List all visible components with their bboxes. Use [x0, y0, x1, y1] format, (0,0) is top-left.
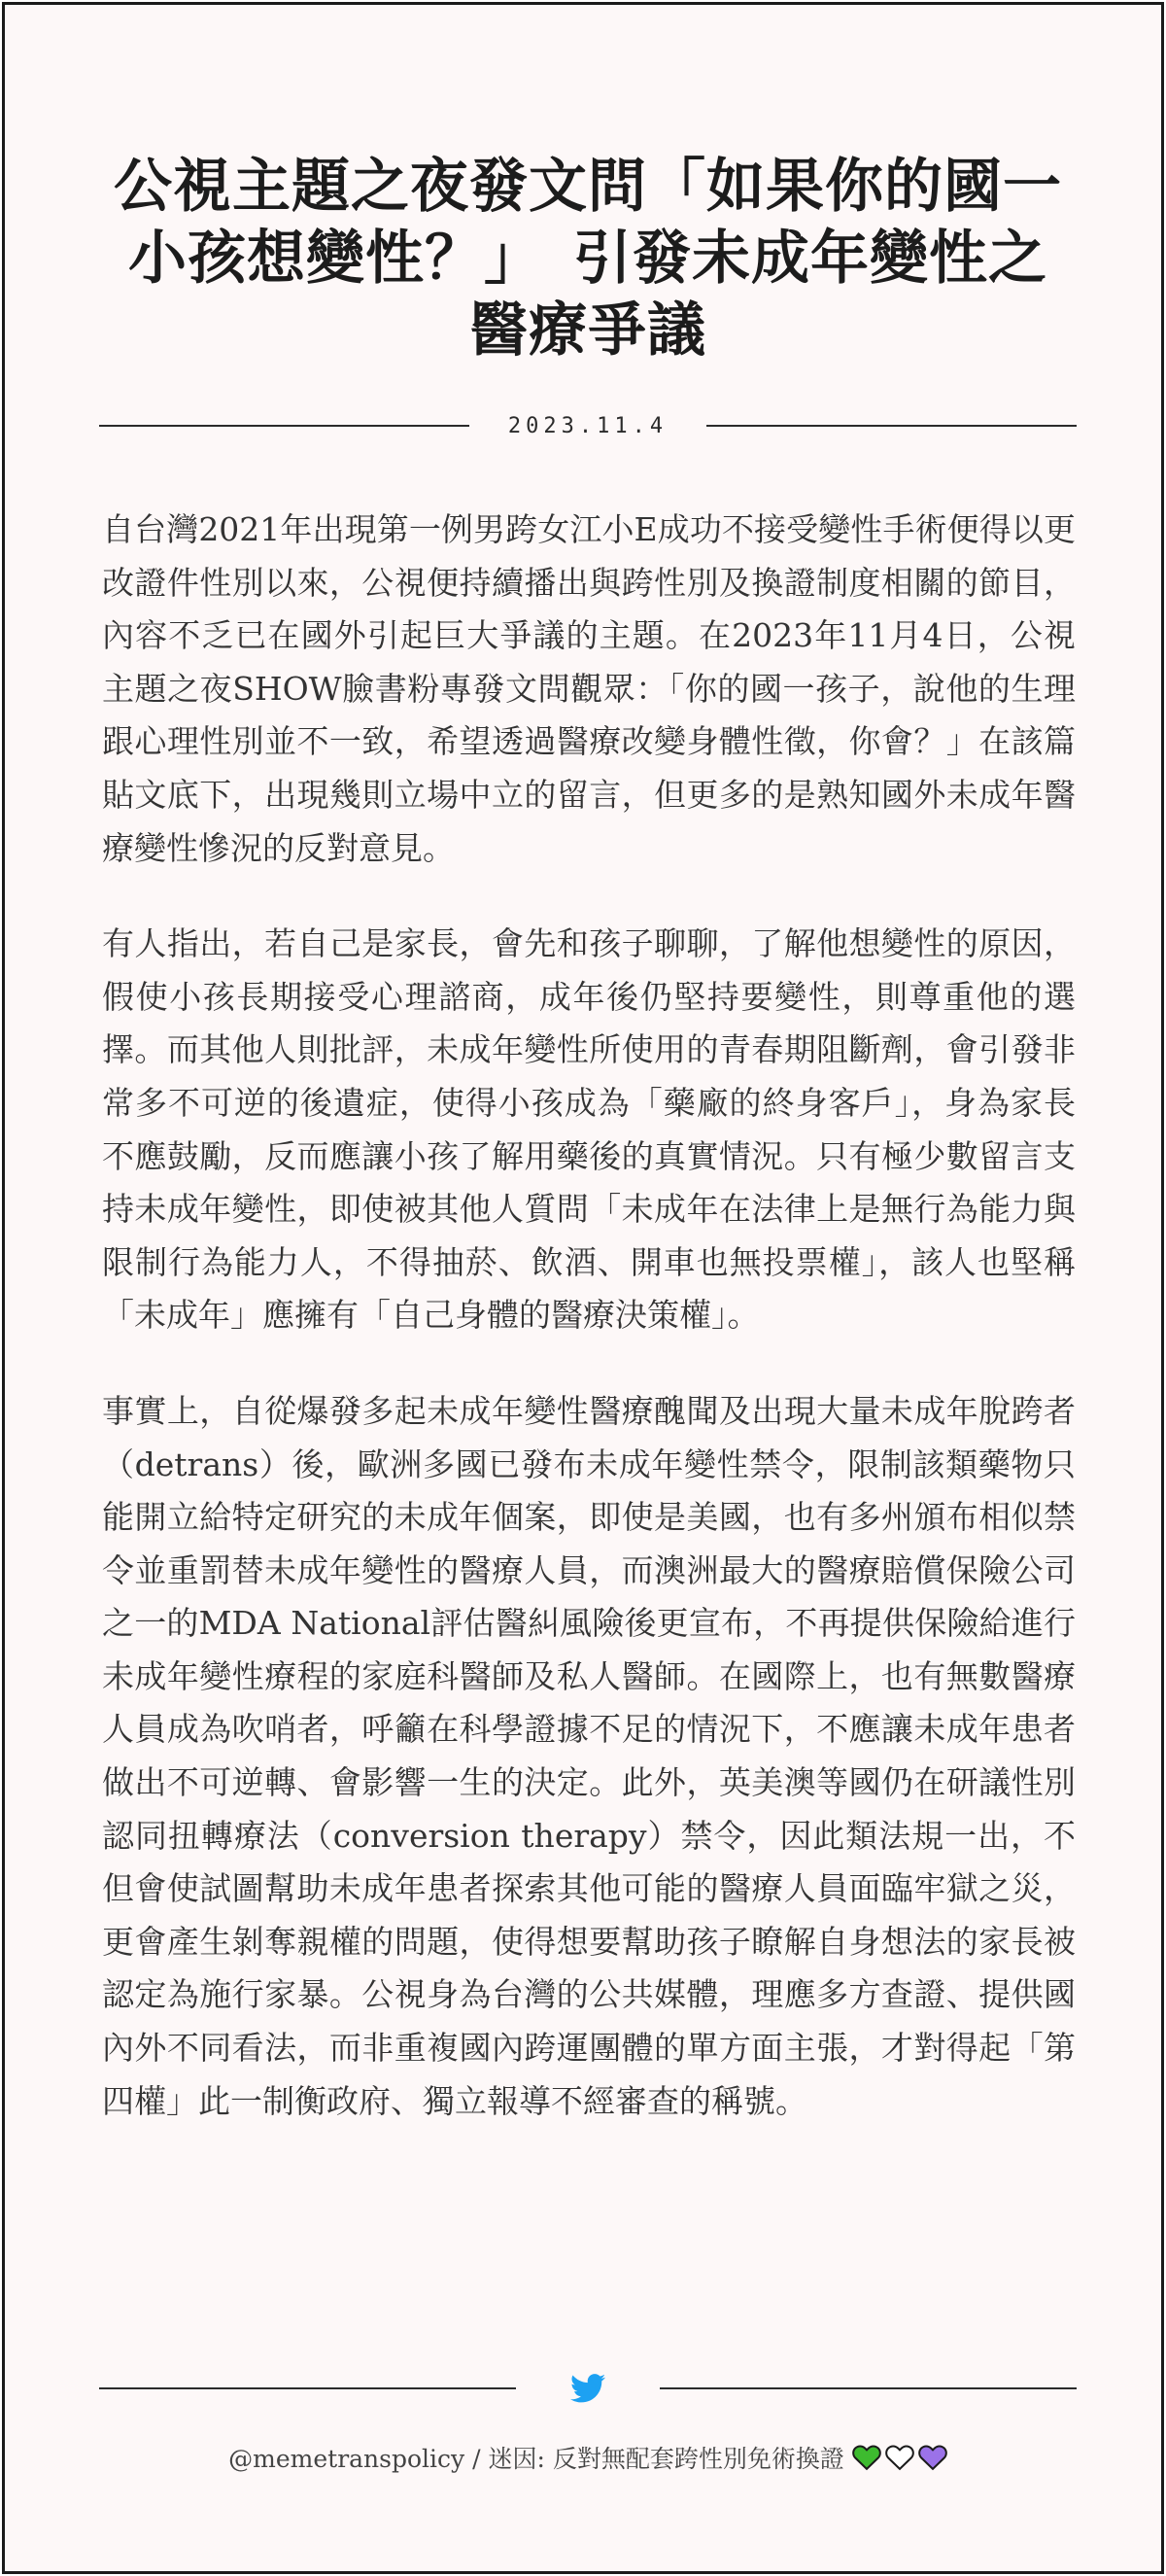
green-heart-icon: [852, 2444, 881, 2471]
footer-line-left: [99, 2387, 516, 2389]
hearts-group: [848, 2444, 947, 2471]
article-body: [102, 504, 1076, 2171]
article-card: [2, 2, 1164, 2574]
article-date: 2023.11.4: [507, 413, 669, 438]
article-title: 公視主題之夜發文問「如果你的國一小孩想變性？」 引發未成年變性之醫療爭議: [114, 153, 1062, 365]
white-heart-icon: [885, 2444, 914, 2471]
credit-text: @memetranspolicy / 迷因: 反對無配套跨性別免術換證: [228, 2445, 844, 2473]
date-divider: [99, 409, 1077, 442]
footer-divider: [99, 2369, 1077, 2408]
purple-heart-icon: [918, 2444, 947, 2471]
footer-line-right: [660, 2387, 1077, 2389]
twitter-bird-icon: [570, 2374, 605, 2403]
paragraph-2: 有人指出，若自己是家長，會先和孩子聊聊，了解他想變性的原因，假使小孩長期接受心理諮商，成年後仍堅持要變性，則尊重他的選擇。而其他人則批評，未成年變性所使用的青春期阻斷劑，會引發非常多不可逆的後遺症，使得小孩成為「藥廠的終身客戶」，身為家長不應鼓勵，反而應讓小孩了解用藥後的真實情況。只有極少數留言支持未成年變性，即使被其他人質問「未成年在法律上是無行為能力與限制行為能力人，不得抽菸、飲酒、開車也無投票權」，該人也堅稱「未成年」應擁有「自己身體的醫療決策權」。: [102, 924, 1076, 1335]
divider-line-left: [99, 425, 469, 427]
footer-credit: [63, 2440, 1113, 2475]
divider-line-right: [706, 425, 1077, 427]
paragraph-1: 自台灣2021年出現第一例男跨女江小E成功不接受變性手術便得以更改證件性別以來，公視便持續播出與跨性別及換證制度相關的節目，內容不乏已在國外引起巨大爭議的主題。在2023年11月4日，公視主題之夜SHOW臉書粉專發文問觀眾：「你的國一孩子，說他的生理跟心理性別並不一致，希望透過醫療改變身體性徵，你會？」在該篇貼文底下，出現幾則立場中立的留言，但更多的是熟知國外未成年醫療變性慘況的反對意見。: [102, 510, 1076, 867]
paragraph-3: 事實上，自從爆發多起未成年變性醫療醜聞及出現大量未成年脫跨者（detrans）後，歐洲多國已發布未成年變性禁令，限制該類藥物只能開立給特定研究的未成年個案，即使是美國，也有多州頒布相似禁令並重罰替未成年變性的醫療人員，而澳洲最大的醫療賠償保險公司之一的MDA National評估醫糾風險後更宣布，不再提供保險給進行未成年變性療程的家庭科醫師及私人醫師。在國際上，也有無數醫療人員成為吹哨者，呼籲在科學證據不足的情況下，不應讓未成年患者做出不可逆轉、會影響一生的決定。此外，英美澳等國仍在研議性別認同扭轉療法（conversion therapy）禁令，因此類法規一出，不但會使試圖幫助未成年患者探索其他可能的醫療人員面臨牢獄之災，更會產生剝奪親權的問題，使得想要幫助孩子瞭解自身想法的家長被認定為施行家暴。公視身為台灣的公共媒體，理應多方查證、提供國內外不同看法，而非重複國內跨運團體的單方面主張，才對得起「第四權」此一制衡政府、獨立報導不經審查的稱號。: [102, 1391, 1076, 2120]
